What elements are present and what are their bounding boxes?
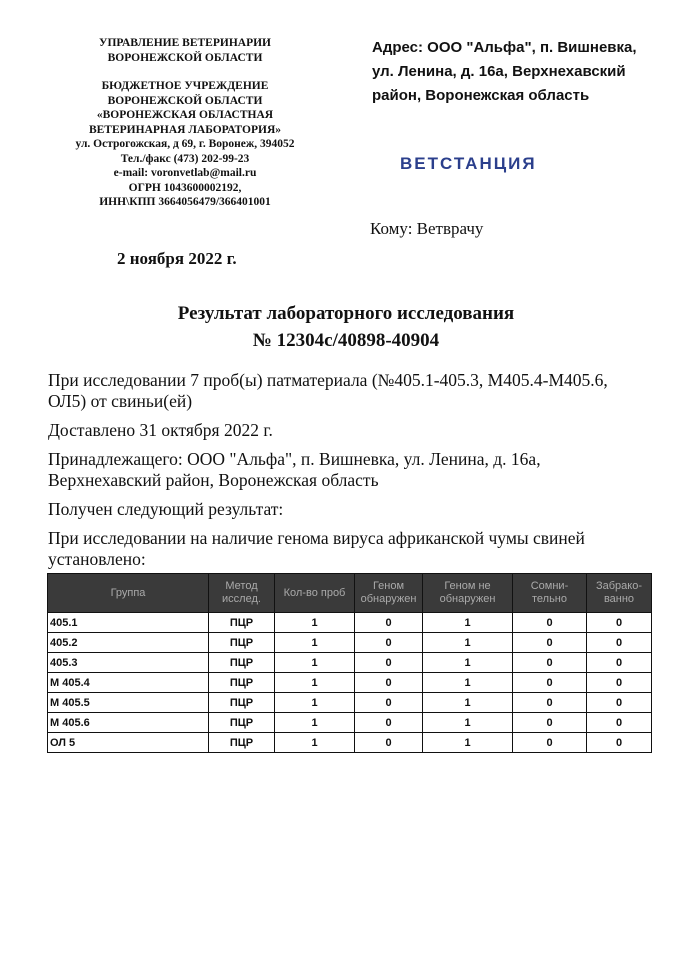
table-cell: 0 bbox=[587, 653, 652, 673]
table-cell: 1 bbox=[423, 673, 513, 693]
table-cell: 0 bbox=[355, 613, 423, 633]
letterhead-line: БЮДЖЕТНОЕ УЧРЕЖДЕНИЕ bbox=[101, 80, 269, 92]
letterhead-line: ИНН\КПП 3664056479/366401001 bbox=[99, 196, 271, 208]
letterhead bbox=[60, 36, 310, 210]
recipient-address bbox=[372, 36, 637, 108]
letterhead-line: ВОРОНЕЖСКОЙ ОБЛАСТИ bbox=[107, 94, 263, 107]
letterhead-line: ул. Острогожская, д 69, г. Воронеж, 394052 bbox=[75, 138, 295, 150]
paragraph: Получен следующий результат: bbox=[48, 499, 284, 519]
results-table bbox=[47, 573, 652, 753]
table-cell: 0 bbox=[587, 633, 652, 653]
table-cell: 1 bbox=[423, 633, 513, 653]
column-header: Группа bbox=[48, 574, 209, 613]
table-row bbox=[48, 733, 652, 753]
title-line: Результат лабораторного исследования bbox=[177, 303, 515, 324]
table-cell: ПЦР bbox=[209, 673, 275, 693]
letterhead-line: ВЕТЕРИНАРНАЯ ЛАБОРАТОРИЯ» bbox=[88, 123, 282, 136]
table-cell: 0 bbox=[355, 693, 423, 713]
table-cell: ПЦР bbox=[209, 733, 275, 753]
table-cell: 0 bbox=[355, 673, 423, 693]
table-cell: ПЦР bbox=[209, 613, 275, 633]
table-cell: 0 bbox=[587, 613, 652, 633]
table-cell: 0 bbox=[355, 653, 423, 673]
table-cell: ПЦР bbox=[209, 653, 275, 673]
table-cell: ПЦР bbox=[209, 693, 275, 713]
table-cell: 0 bbox=[355, 633, 423, 653]
letterhead-line: Тел./факс (473) 202-99-23 bbox=[120, 152, 250, 165]
table-cell: 0 bbox=[587, 733, 652, 753]
table-cell: 1 bbox=[423, 713, 513, 733]
table-cell: 405.2 bbox=[48, 633, 209, 653]
table-cell: 1 bbox=[275, 653, 355, 673]
letterhead-line: УПРАВЛЕНИЕ ВЕТЕРИНАРИИ bbox=[99, 37, 271, 49]
table-cell: ПЦР bbox=[209, 633, 275, 653]
column-header: Сомни-тельно bbox=[513, 574, 587, 613]
paragraph: При исследовании 7 проб(ы) патматериала (№405.1-405.3, М405.4-М405.6, ОЛ5) от свиньи(ей) bbox=[48, 370, 608, 411]
table-cell: 0 bbox=[513, 653, 587, 673]
table-cell: 0 bbox=[513, 633, 587, 653]
table-cell: 0 bbox=[513, 713, 587, 733]
table-cell: 0 bbox=[587, 693, 652, 713]
column-header: Геном не обнаружен bbox=[423, 574, 513, 613]
address-line: ул. Ленина, д. 16а, Верхнехавский bbox=[372, 63, 626, 80]
table-cell: 405.1 bbox=[48, 613, 209, 633]
document-title bbox=[0, 300, 692, 354]
table-cell: 1 bbox=[423, 733, 513, 753]
table-cell: 1 bbox=[275, 613, 355, 633]
column-header: Забрако-ванно bbox=[587, 574, 652, 613]
letterhead-line: ВОРОНЕЖСКОЙ ОБЛАСТИ bbox=[107, 51, 263, 64]
column-header: Геном обнаружен bbox=[355, 574, 423, 613]
table-cell: М 405.4 bbox=[48, 673, 209, 693]
vet-station-stamp: ВЕТСТАНЦИЯ bbox=[400, 154, 537, 173]
table-cell: 1 bbox=[275, 693, 355, 713]
paragraph: При исследовании на наличие генома вируса африканской чумы свиней установлено: bbox=[48, 528, 585, 569]
table-row bbox=[48, 613, 652, 633]
table-cell: 1 bbox=[423, 693, 513, 713]
address-line: район, Воронежская область bbox=[372, 87, 590, 104]
paragraph: Доставлено 31 октября 2022 г. bbox=[48, 420, 273, 440]
document-date: 2 ноября 2022 г. bbox=[117, 249, 237, 268]
table-cell: 0 bbox=[513, 673, 587, 693]
paragraph: Принадлежащего: ООО "Альфа", п. Вишневка, ул. Ленина, д. 16а, Верхнехавский район, Воронежская область bbox=[48, 449, 541, 490]
table-cell: 0 bbox=[587, 673, 652, 693]
table-cell: ОЛ 5 bbox=[48, 733, 209, 753]
table-row bbox=[48, 633, 652, 653]
table-cell: 405.3 bbox=[48, 653, 209, 673]
table-cell: 0 bbox=[513, 733, 587, 753]
letterhead-line: «ВОРОНЕЖСКАЯ ОБЛАСТНАЯ bbox=[96, 109, 274, 121]
table-cell: 0 bbox=[355, 733, 423, 753]
table-cell: 1 bbox=[275, 633, 355, 653]
table-cell: 1 bbox=[423, 653, 513, 673]
table-cell: 1 bbox=[423, 613, 513, 633]
table-row bbox=[48, 653, 652, 673]
document-body bbox=[48, 370, 648, 570]
table-cell: 0 bbox=[355, 713, 423, 733]
letterhead-line bbox=[60, 65, 310, 79]
address-line: Адрес: ООО "Альфа", п. Вишневка, bbox=[372, 39, 637, 56]
letterhead-line: e-mail: voronvetlab@mail.ru bbox=[113, 167, 257, 179]
table-cell: 0 bbox=[513, 693, 587, 713]
column-header: Метод исслед. bbox=[209, 574, 275, 613]
table-cell: ПЦР bbox=[209, 713, 275, 733]
table-row bbox=[48, 713, 652, 733]
letterhead-line: ОГРН 1043600002192, bbox=[128, 181, 242, 194]
table-cell: 1 bbox=[275, 673, 355, 693]
table-cell: М 405.5 bbox=[48, 693, 209, 713]
table-row bbox=[48, 693, 652, 713]
addressee: Кому: Ветврачу bbox=[370, 219, 484, 238]
table-cell: 0 bbox=[587, 713, 652, 733]
column-header: Кол-во проб bbox=[275, 574, 355, 613]
table-cell: М 405.6 bbox=[48, 713, 209, 733]
table-row bbox=[48, 673, 652, 693]
table-cell: 1 bbox=[275, 733, 355, 753]
table-cell: 0 bbox=[513, 613, 587, 633]
table-cell: 1 bbox=[275, 713, 355, 733]
title-number: № 12304с/40898-40904 bbox=[252, 330, 440, 351]
